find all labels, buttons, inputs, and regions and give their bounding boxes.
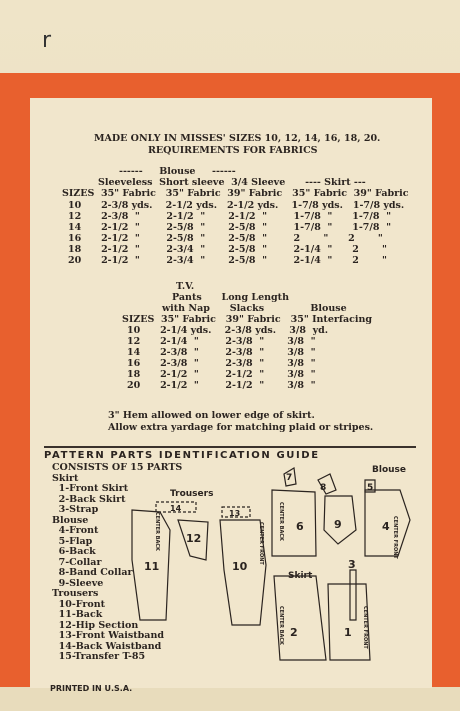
printed-in-usa: PRINTED IN U.S.A. (50, 684, 133, 693)
piece-3 (350, 570, 356, 620)
hem-note: 3" Hem allowed on lower edge of skirt. (108, 410, 315, 421)
trousers-label: Trousers (170, 489, 214, 499)
table1-row: 12 2-3/8 " 2-1/2 " 2-1/2 " 1-7/8 " 1-7/8 " (68, 211, 392, 222)
center-front-label: CENTER FRONT (362, 606, 368, 649)
table2-head-3: with Nap Slacks Blouse (162, 303, 347, 314)
table2-row: 14 2-3/8 " 2-3/8 " 3/8 " (127, 347, 316, 358)
requirements-header: REQUIREMENTS FOR FABRICS (148, 145, 318, 156)
table2-row: 20 2-1/2 " 2-1/2 " 3/8 " (127, 380, 316, 391)
piece-2-label: 2 (290, 626, 298, 639)
table1-row: 10 2-3/8 yds. 2-1/2 yds. 2-1/2 yds. 1-7/8 yds. 1-7/8 yds. (68, 200, 405, 211)
piece-4-label: 4 (382, 520, 390, 533)
table1-row: 20 2-1/2 " 2-3/4 " 2-5/8 " 2-1/4 " 2 " (68, 255, 387, 266)
center-back-label: CENTER BACK (278, 502, 284, 541)
piece-9-label: 9 (334, 518, 342, 531)
guide-divider (44, 446, 416, 448)
table1-row: 14 2-1/2 " 2-5/8 " 2-5/8 " 1-7/8 " 1-7/8 " (68, 222, 392, 233)
table1-head-2: Sleeveless Short sleeve 3/4 Sleeve ---- Skirt --- (98, 177, 366, 188)
piece-12-label: 12 (186, 532, 202, 545)
skirt-label: Skirt (288, 571, 313, 581)
piece-5-label: 5 (367, 483, 374, 493)
guide-title: PATTERN PARTS IDENTIFICATION GUIDE (44, 450, 320, 461)
pattern-pieces-diagram (120, 460, 420, 680)
blouse-label: Blouse (372, 465, 406, 475)
table1-head-3: SIZES 35" Fabric 35" Fabric 39" Fabric 35" Fabric 39" Fabric (62, 188, 409, 199)
table1-row: 18 2-1/2 " 2-3/4 " 2-5/8 " 2-1/4 " 2 " (68, 244, 387, 255)
center-front-label: CENTER FRONT (258, 522, 264, 565)
table2-row: 18 2-1/2 " 2-1/2 " 3/8 " (127, 369, 316, 380)
table2-row: 12 2-1/4 " 2-3/8 " 3/8 " (127, 336, 316, 347)
table1-row: 16 2-1/2 " 2-5/8 " 2-5/8 " 2 " 2 " (68, 233, 383, 244)
piece-13-label: 13 (229, 509, 241, 518)
piece-10-label: 10 (232, 560, 248, 573)
piece-7-label: 7 (286, 473, 293, 483)
table2-head-2: Pants Long Length (172, 292, 289, 303)
piece-8-label: 8 (320, 483, 327, 493)
center-front-label: CENTER FRONT (392, 516, 398, 559)
table2-head-1: T.V. (176, 281, 195, 292)
center-back-label: CENTER BACK (154, 512, 160, 551)
center-back-label: CENTER BACK (278, 606, 284, 645)
parts-list: CONSISTS OF 15 PARTS Skirt 1-Front Skirt 2-Back Skirt 3-Strap Blouse 4-Front 5-Flap 6-Back 7-Collar 8-Band Collar 9-Sleeve Trousers 10-Front 11-Back 12-Hip Section 13-Front Waistband 14-Back Waistband 15-Transfer T-85 (52, 462, 183, 662)
plaid-note: Allow extra yardage for matching plaid or stripes. (108, 422, 374, 433)
piece-1-label: 1 (344, 626, 352, 639)
handwritten-mark: r (42, 28, 52, 53)
piece-3-label: 3 (348, 558, 356, 571)
table1-head-1: ------ Blouse ------ (119, 166, 236, 177)
table2-row: 10 2-1/4 yds. 2-3/8 yds. 3/8 yd. (127, 325, 329, 336)
table2-head-4: SIZES 35" Fabric 39" Fabric 35" Interfacing (122, 314, 373, 325)
piece-6-label: 6 (296, 520, 304, 533)
piece-14-label: 14 (170, 504, 182, 513)
table2-row: 16 2-3/8 " 2-3/8 " 3/8 " (127, 358, 316, 369)
piece-11-label: 11 (144, 560, 160, 573)
sizes-header: MADE ONLY IN MISSES' SIZES 10, 12, 14, 16, 18, 20. (94, 133, 381, 144)
